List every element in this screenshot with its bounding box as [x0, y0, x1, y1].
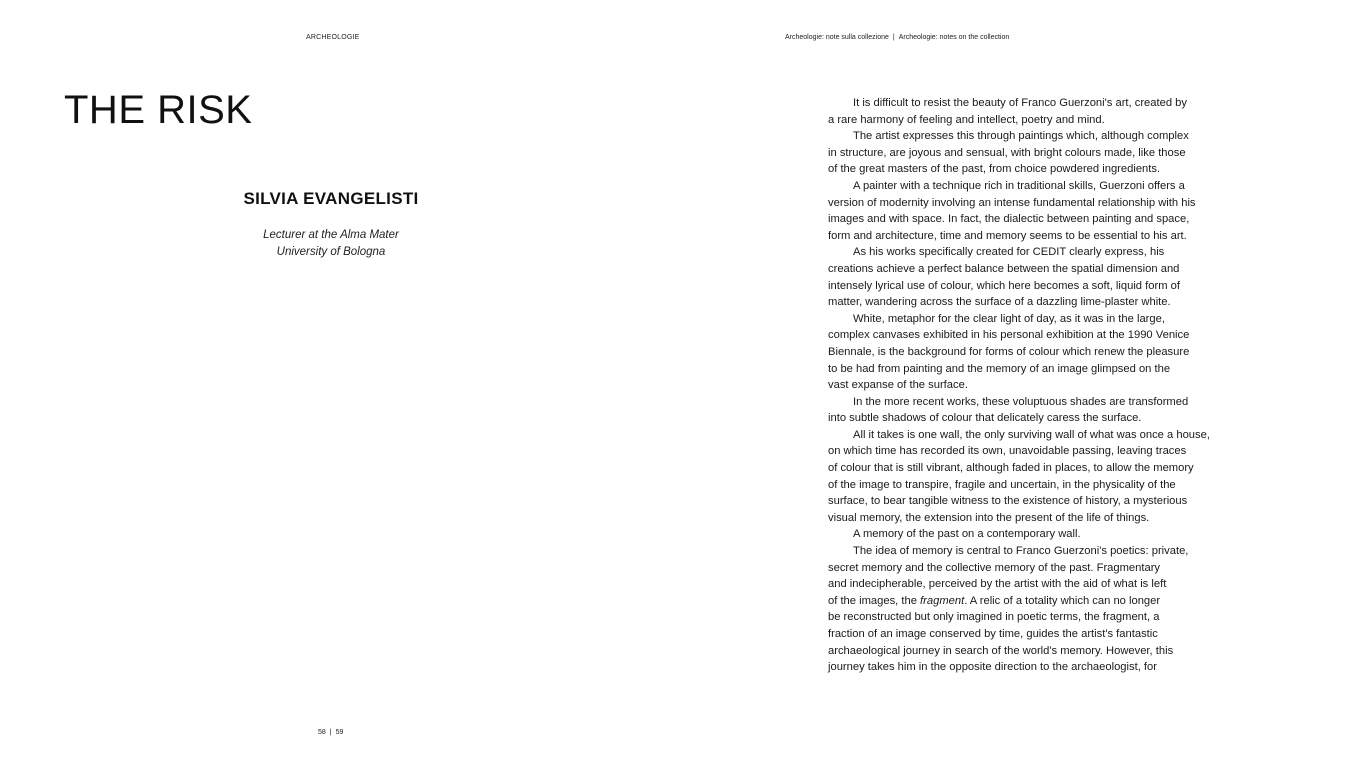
running-header-italian: Archeologie: note sulla collezione: [785, 34, 889, 41]
page-numbers: [318, 729, 343, 736]
running-header-separator: |: [892, 34, 895, 41]
paragraph-8: [828, 526, 1230, 543]
text-line: of colour that is still vibrant, although faded in places, to allow the memory: [828, 462, 1194, 475]
text-line: Biennale, is the background for forms of colour which renew the pleasure: [828, 345, 1190, 358]
text-line: into subtle shadows of colour that delicately caress the surface.: [828, 412, 1142, 425]
text-line: a rare harmony of feeling and intellect, poetry and mind.: [828, 113, 1105, 126]
text-line: A memory of the past on a contemporary wall.: [853, 528, 1081, 541]
text-line-with-emphasis: [828, 593, 1230, 610]
text-line: As his works specifically created for CEDIT clearly express, his: [853, 246, 1165, 259]
text-line: The artist expresses this through paintings which, although complex: [853, 130, 1189, 143]
text-fragment: of the images, the: [828, 594, 921, 607]
text-line: images and with space. In fact, the dialectic between painting and space,: [828, 213, 1190, 226]
paragraph-5: [828, 311, 1230, 328]
text-line: journey takes him in the opposite direction to the archaeologist, for: [828, 661, 1157, 674]
text-line: archaeological journey in search of the world's memory. However, this: [828, 644, 1174, 657]
text-line: on which time has recorded its own, unavoidable passing, leaving traces: [828, 445, 1187, 458]
article-title: THE RISK: [64, 88, 253, 132]
text-line: White, metaphor for the clear light of day, as it was in the large,: [853, 312, 1165, 325]
text-fragment: . A relic of a totality which can no longer: [964, 594, 1161, 607]
page-number-left: 58: [318, 729, 326, 736]
text-line: visual memory, the extension into the present of the life of things.: [828, 511, 1150, 524]
text-line: surface, to bear tangible witness to the existence of history, a mysterious: [828, 495, 1188, 508]
paragraph-9: [828, 543, 1230, 560]
text-line: and indecipherable, perceived by the artist with the aid of what is left: [828, 578, 1167, 591]
text-line: It is difficult to resist the beauty of Franco Guerzoni's art, created by: [853, 97, 1187, 109]
running-header-right: [785, 34, 1009, 41]
author-name: SILVIA EVANGELISTI: [243, 189, 419, 208]
page-number-separator: |: [329, 729, 332, 736]
article-body: [828, 95, 1230, 676]
text-line: All it takes is one wall, the only surviving wall of what was once a house,: [853, 428, 1210, 441]
text-line: be reconstructed but only imagined in poetic terms, the fragment, a: [828, 611, 1160, 624]
text-line: form and architecture, time and memory seems to be essential to his art.: [828, 229, 1187, 242]
text-line: in structure, are joyous and sensual, with bright colours made, like those: [828, 146, 1186, 159]
paragraph-1: [828, 95, 1230, 112]
affiliation-line-1: Lecturer at the Alma Mater: [263, 229, 399, 241]
text-line: vast expanse of the surface.: [828, 379, 968, 392]
running-header-left: ARCHEOLOGIE: [306, 34, 360, 41]
paragraph-7: [828, 427, 1230, 444]
text-line: fraction of an image conserved by time, guides the artist's fantastic: [828, 628, 1158, 640]
paragraph-2: [828, 128, 1230, 145]
text-line: matter, wandering across the surface of a dazzling lime-plaster white.: [828, 296, 1171, 309]
text-line: complex canvases exhibited in his personal exhibition at the 1990 Venice: [828, 329, 1190, 342]
paragraph-6: [828, 394, 1230, 411]
author-affiliation: [200, 227, 462, 260]
running-header-english: Archeologie: notes on the collection: [898, 34, 1010, 41]
paragraph-4: [828, 244, 1230, 261]
text-line: A painter with a technique rich in traditional skills, Guerzoni offers a: [853, 179, 1185, 192]
affiliation-line-2: University of Bologna: [276, 245, 386, 258]
text-line: of the image to transpire, fragile and uncertain, in the physicality of the: [828, 478, 1176, 491]
emphasized-word: fragment: [920, 594, 965, 607]
text-line: intensely lyrical use of colour, which here becomes a soft, liquid form of: [828, 279, 1180, 292]
text-line: The idea of memory is central to Franco Guerzoni's poetics: private,: [853, 545, 1189, 558]
page-number-right: 59: [335, 729, 344, 736]
text-line: version of modernity involving an intense fundamental relationship with his: [828, 196, 1196, 209]
text-line: creations achieve a perfect balance between the spatial dimension and: [828, 262, 1180, 275]
paragraph-3: [828, 178, 1230, 195]
text-line: to be had from painting and the memory of an image glimpsed on the: [828, 362, 1171, 375]
text-line: In the more recent works, these voluptuous shades are transformed: [853, 395, 1189, 408]
text-line: of the great masters of the past, from choice powdered ingredients.: [828, 163, 1161, 176]
text-line: secret memory and the collective memory of the past. Fragmentary: [828, 561, 1161, 574]
